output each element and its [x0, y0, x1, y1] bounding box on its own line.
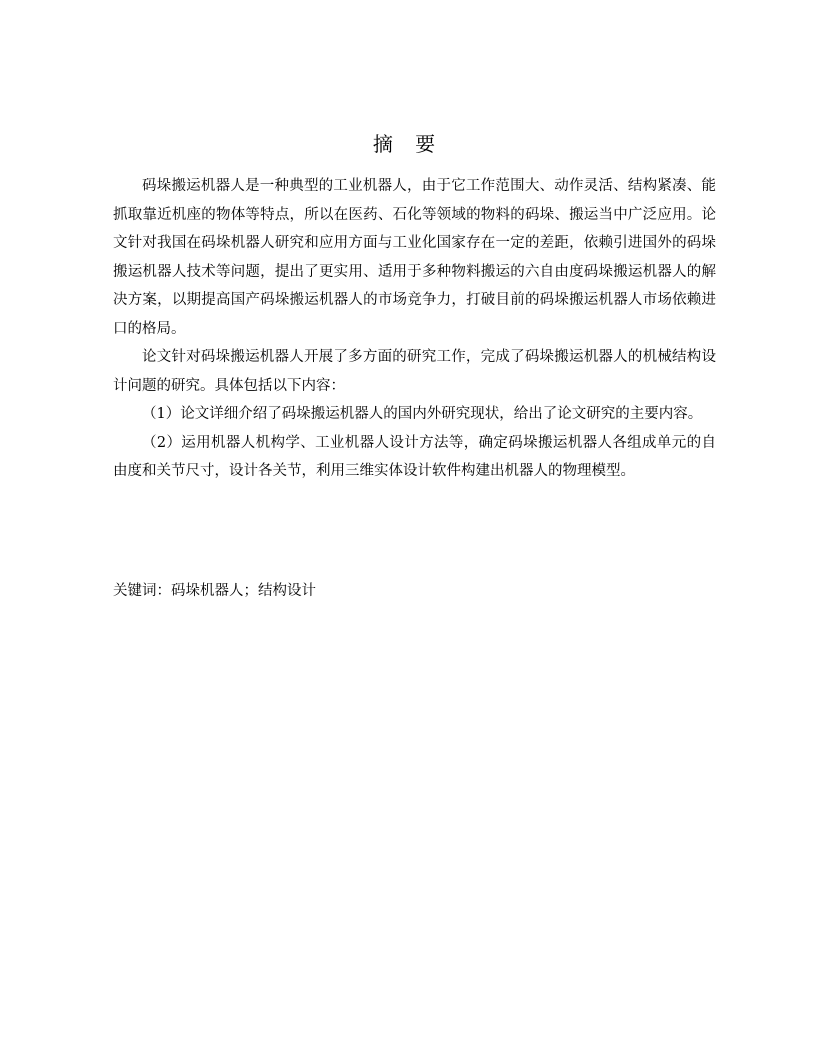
keywords-line: 关键词：码垛机器人；结构设计 [113, 583, 316, 599]
abstract-body [113, 172, 716, 486]
abstract-paragraph-1: 码垛搬运机器人是一种典型的工业机器人，由于它工作范围大、动作灵活、结构紧凑、能抓取靠近机座的物体等特点，所以在医药、石化等领域的物料的码垛、搬运当中广泛应用。论文针对我国在码垛机器人研究和应用方面与工业化国家存在一定的差距，依赖引进国外的码垛搬运机器人技术等问题，提出了更实用、适用于多种物料搬运的六自由度码垛搬运机器人的解决方案，以期提高国产码垛搬运机器人的市场竞争力，打破目前的码垛搬运机器人市场依赖进口的格局。 [113, 178, 716, 337]
abstract-title: 摘 要 [372, 132, 444, 156]
abstract-paragraph-2: 论文针对码垛搬运机器人开展了多方面的研究工作，完成了码垛搬运机器人的机械结构设计问题的研究。具体包括以下内容： [113, 349, 716, 394]
abstract-paragraph-4: （2）运用机器人机构学、工业机器人设计方法等，确定码垛搬运机器人各组成单元的自由度和关节尺寸，设计各关节，利用三维实体设计软件构建出机器人的物理模型。 [113, 434, 716, 479]
abstract-paragraph-3: （1）论文详细介绍了码垛搬运机器人的国内外研究现状，给出了论文研究的主要内容。 [142, 406, 703, 422]
